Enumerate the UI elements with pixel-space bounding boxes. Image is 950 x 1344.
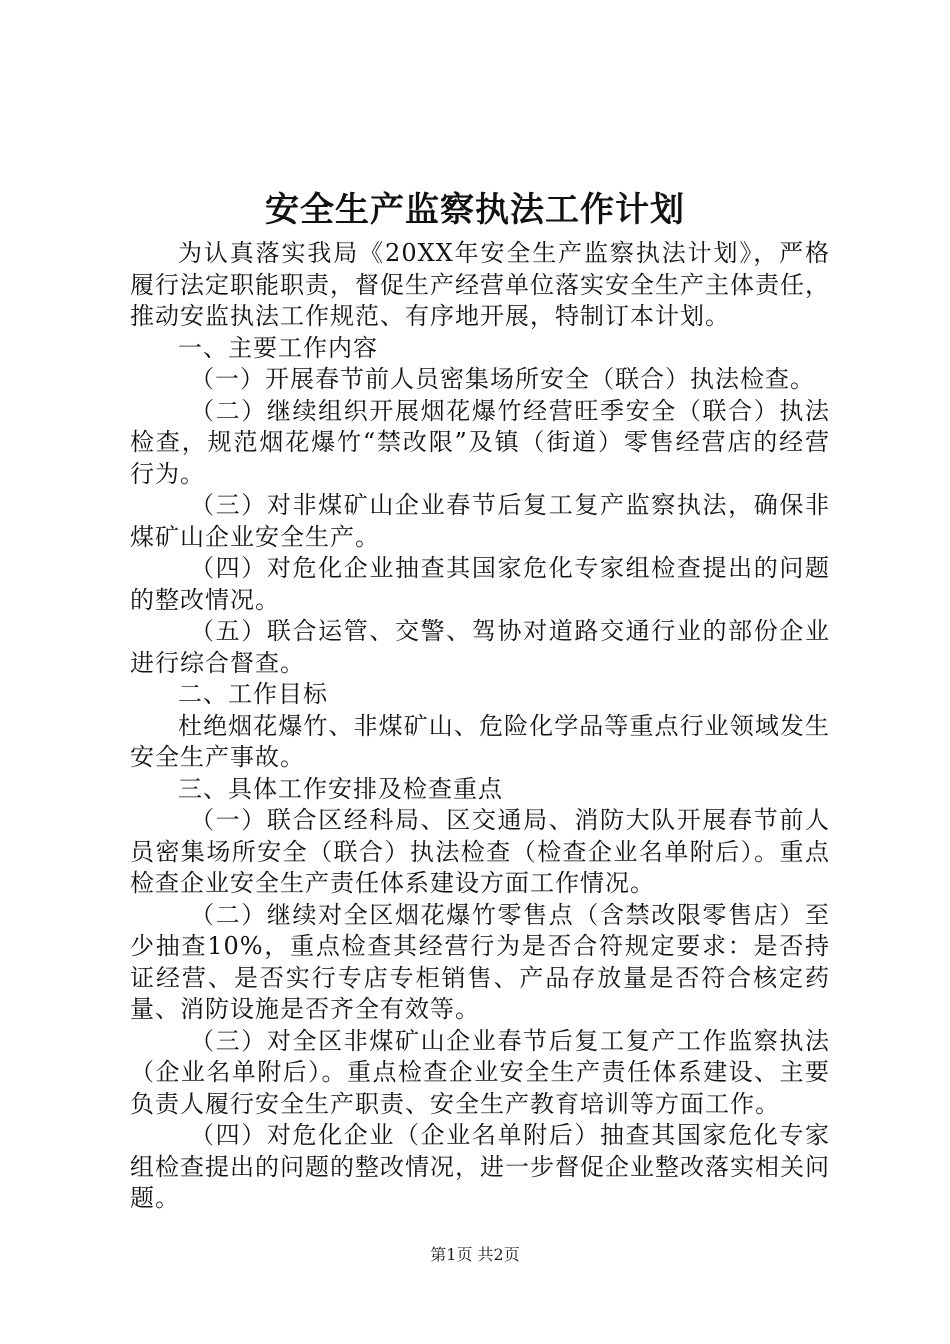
section-heading-2: 二、工作目标 xyxy=(178,680,328,708)
list-item: （一）开展春节前人员密集场所安全（联合）执法检查。 xyxy=(190,365,815,393)
page-number-footer: 第1页 共2页 xyxy=(430,1245,520,1264)
list-item: （一）联合区经科局、区交通局、消防大队开展春节前人员密集场所安全（联合）执法检查（检查企业名单附后）。重点检查企业安全生产责任体系建设方面工作情况。 xyxy=(130,806,830,897)
document-body xyxy=(130,238,830,1215)
document-title: 安全生产监察执法工作计划 xyxy=(265,190,685,230)
list-item: （四）对危化企业抽查其国家危化专家组检查提出的问题的整改情况。 xyxy=(130,554,830,614)
paragraph-intro: 为认真落实我局《20XX年安全生产监察执法计划》，严格履行法定职能职责，督促生产经营单位落实安全生产主体责任，推动安监执法工作规范、有序地开展，特制订本计划。 xyxy=(130,239,830,330)
list-item: （四）对危化企业（企业名单附后）抽查其国家危化专家组检查提出的问题的整改情况，进一步督促企业整改落实相关问题。 xyxy=(130,1121,830,1212)
section-heading-1: 一、主要工作内容 xyxy=(178,333,378,362)
list-item: （二）继续组织开展烟花爆竹经营旺季安全（联合）执法检查，规范烟花爆竹“禁改限”及镇（街道）零售经营店的经营行为。 xyxy=(130,396,830,488)
section-heading-3: 三、具体工作安排及检查重点 xyxy=(178,774,503,803)
list-item: （三）对全区非煤矿山企业春节后复工复产工作监察执法（企业名单附后）。重点检查企业安全生产责任体系建设、主要负责人履行安全生产职责、安全生产教育培训等方面工作。 xyxy=(130,1026,830,1118)
list-item: （五）联合运管、交警、驾协对道路交通行业的部份企业进行综合督查。 xyxy=(130,617,830,677)
list-item: （三）对非煤矿山企业春节后复工复产监察执法，确保非煤矿山企业安全生产。 xyxy=(130,491,830,551)
paragraph-goal: 杜绝烟花爆竹、非煤矿山、危险化学品等重点行业领域发生安全生产事故。 xyxy=(130,711,830,771)
list-item: （二）继续对全区烟花爆竹零售点（含禁改限零售店）至少抽查10%，重点检查其经营行为是否合符规定要求：是否持证经营、是否实行专店专柜销售、产品存放量是否符合核定药量、消防设施是否齐全有效等。 xyxy=(130,900,830,1023)
